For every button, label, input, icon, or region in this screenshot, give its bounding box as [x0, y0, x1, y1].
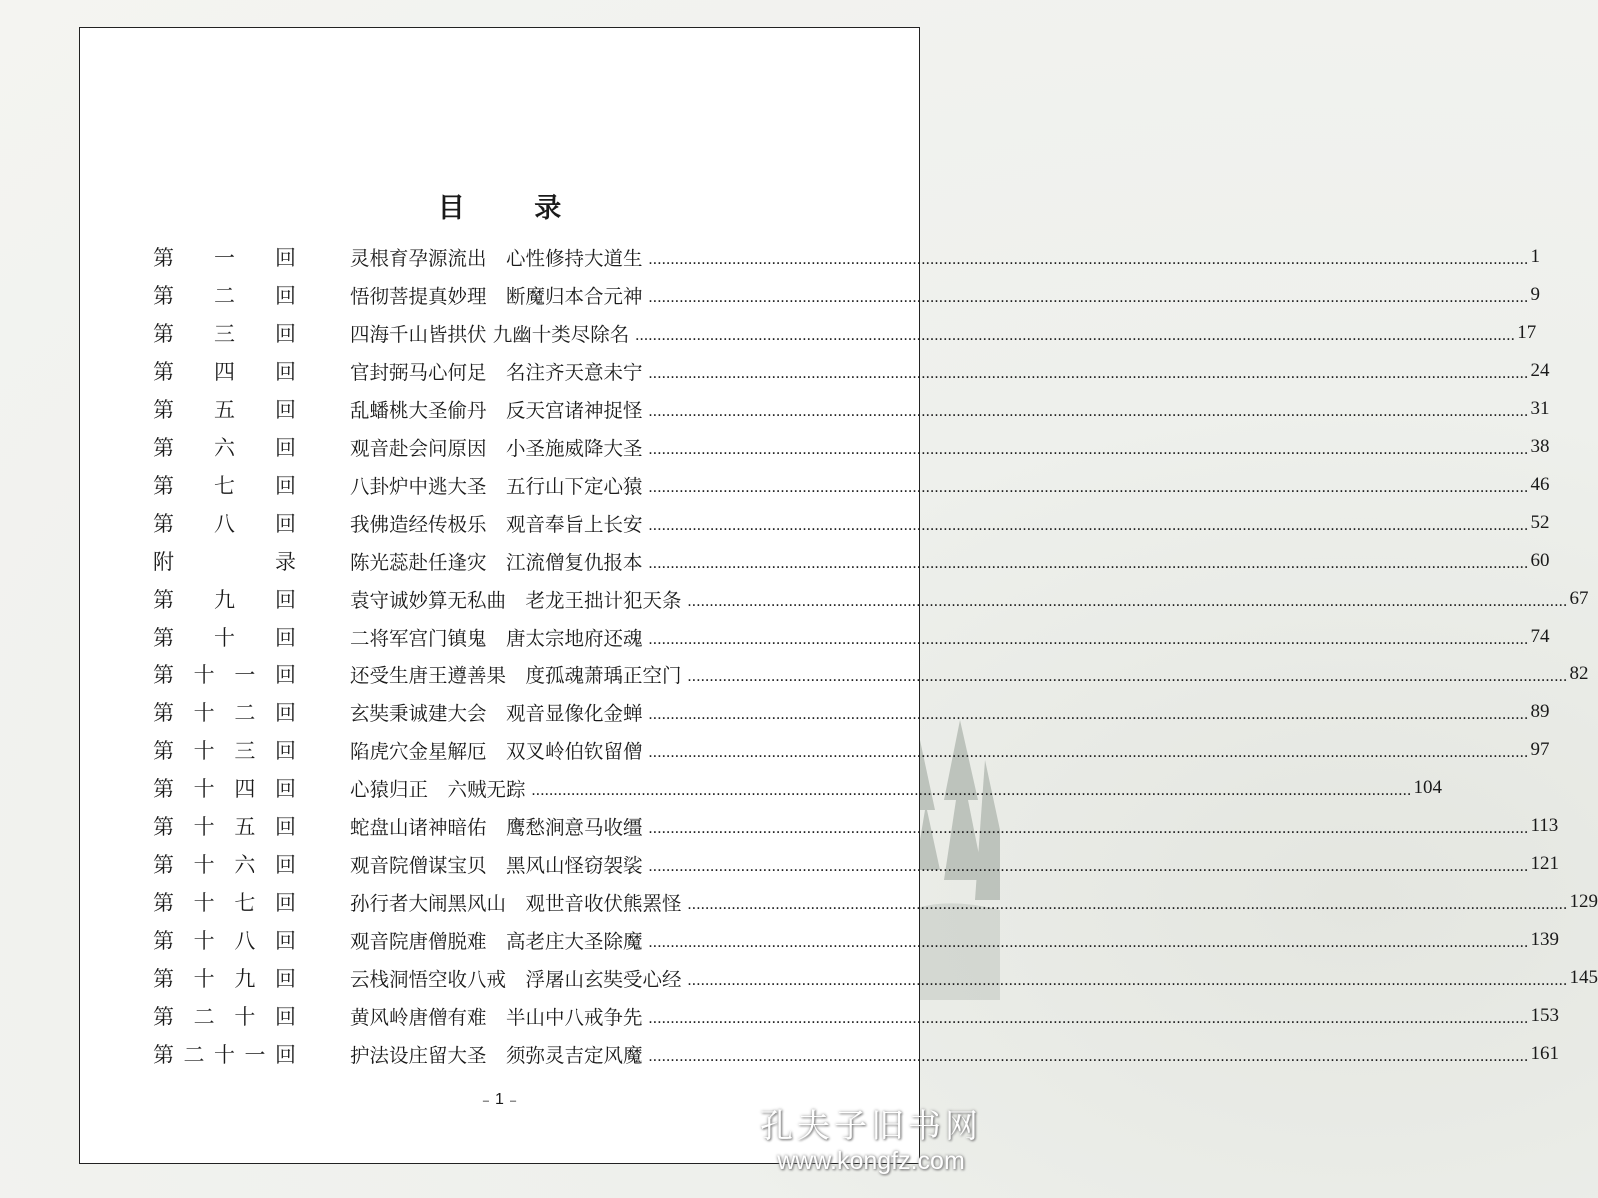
watermark	[760, 1100, 982, 1176]
chapter-page-number: 38	[1530, 435, 1550, 457]
chapter-label: 第十回	[153, 625, 296, 650]
chapter-page-number: 139	[1530, 929, 1560, 951]
toc-entry[interactable]	[153, 659, 1589, 689]
dot-leader: ........................................................................................................................................................................................................	[648, 1010, 1529, 1027]
chapter-label: 第三回	[153, 321, 296, 346]
chapter-page-number: 74	[1530, 625, 1550, 647]
toc-entry[interactable]	[153, 773, 1443, 803]
dot-leader: ........................................................................................................................................................................................................	[687, 972, 1568, 990]
chapter-label: 第十二回	[153, 701, 296, 726]
chapter-title: 悟彻菩提真妙理 断魔归本合元神	[350, 284, 643, 308]
chapter-label: 第七回	[153, 473, 296, 498]
chapter-label: 第十一回	[153, 663, 296, 688]
chapter-page-number: 89	[1530, 701, 1550, 723]
dot-leader: ........................................................................................................................................................................................................	[648, 706, 1529, 724]
dot-leader: ........................................................................................................................................................................................................	[648, 554, 1529, 572]
chapter-page-number: 161	[1530, 1042, 1560, 1064]
chapter-title: 陷虎穴金星解厄 双叉岭伯钦留僧	[350, 740, 643, 764]
dot-leader: ........................................................................................................................................................................................................	[648, 288, 1529, 306]
chapter-label: 第五回	[153, 397, 296, 422]
chapter-label: 第十七回	[153, 891, 296, 916]
chapter-page-number: 67	[1569, 587, 1589, 609]
dot-leader: ........................................................................................................................................................................................................	[687, 592, 1568, 610]
toc-entry[interactable]	[153, 280, 1541, 310]
dash-right: –	[509, 1095, 517, 1107]
dot-leader: ........................................................................................................................................................................................................	[648, 478, 1529, 496]
chapter-title: 护法设庄留大圣 须弥灵吉定风魔	[350, 1043, 643, 1067]
dot-leader: ........................................................................................................................................................................................................	[648, 516, 1529, 534]
toc-entry[interactable]	[153, 508, 1550, 538]
dot-leader: ........................................................................................................................................................................................................	[648, 440, 1529, 458]
dot-leader: ........................................................................................................................................................................................................	[687, 896, 1568, 914]
dot-leader: ........................................................................................................................................................................................................	[648, 630, 1529, 648]
chapter-page-number: 31	[1530, 397, 1550, 419]
chapter-label: 第八回	[153, 511, 296, 536]
toc-entry[interactable]	[153, 735, 1550, 765]
toc-entry[interactable]	[153, 887, 1598, 917]
chapter-page-number: 104	[1413, 777, 1443, 799]
chapter-page-number: 129	[1569, 891, 1598, 913]
toc-entry[interactable]	[153, 811, 1559, 841]
chapter-page-number: 60	[1530, 549, 1550, 571]
chapter-title: 观音院唐僧脱难 高老庄大圣除魔	[350, 930, 643, 954]
toc-entry[interactable]	[153, 1039, 1560, 1069]
chapter-page-number: 121	[1530, 853, 1560, 875]
chapter-label: 第十五回	[153, 815, 296, 840]
chapter-label: 第一回	[153, 246, 296, 270]
toc-entry[interactable]	[153, 546, 1550, 576]
toc-entry[interactable]	[153, 318, 1537, 348]
toc-entry[interactable]	[153, 622, 1550, 652]
chapter-title: 蛇盘山诸神暗佑 鹰愁涧意马收缰	[350, 816, 643, 840]
chapter-label: 第九回	[153, 587, 296, 612]
chapter-title: 还受生唐王遵善果 度孤魂萧瑀正空门	[350, 664, 682, 688]
chapter-title: 心猿归正 六贼无踪	[350, 778, 526, 802]
chapter-title: 乱蟠桃大圣偷丹 反天宫诸神捉怪	[350, 398, 643, 422]
chapter-page-number: 52	[1530, 511, 1550, 533]
chapter-label: 第十八回	[153, 929, 296, 954]
chapter-title: 玄奘秉诚建大会 观音显像化金蝉	[350, 702, 643, 726]
watermark-url: www.kongfz.com	[777, 1147, 965, 1175]
chapter-title: 八卦炉中逃大圣 五行山下定心猿	[350, 474, 643, 498]
chapter-page-number: 153	[1530, 1005, 1560, 1026]
chapter-label: 第二十回	[153, 1005, 296, 1029]
toc-entry[interactable]	[153, 697, 1550, 727]
dot-leader: ........................................................................................................................................................................................................	[531, 782, 1412, 800]
toc-entry[interactable]	[153, 242, 1541, 272]
chapter-title: 袁守诚妙算无私曲 老龙王拙计犯天条	[350, 588, 682, 612]
dot-leader: ........................................................................................................................................................................................................	[687, 668, 1568, 686]
toc-entry[interactable]	[153, 963, 1598, 993]
toc-entry[interactable]	[153, 394, 1550, 424]
chapter-label: 第二十一回	[153, 1042, 296, 1067]
dot-leader: ........................................................................................................................................................................................................	[648, 1047, 1529, 1065]
chapter-title: 我佛造经传极乐 观音奉旨上长安	[350, 512, 643, 536]
chapter-title: 云栈洞悟空收八戒 浮屠山玄奘受心经	[350, 968, 682, 992]
toc-entry[interactable]	[153, 925, 1560, 955]
toc-entry[interactable]	[153, 356, 1550, 386]
chapter-title: 黄风岭唐僧有难 半山中八戒争先	[350, 1006, 643, 1029]
chapter-title: 孙行者大闹黑风山 观世音收伏熊罴怪	[350, 892, 682, 916]
chapter-title: 陈光蕊赴任逢灾 江流僧复仇报本	[350, 550, 643, 574]
toc-entry[interactable]	[153, 470, 1550, 500]
chapter-label: 第十六回	[153, 853, 296, 878]
chapter-title: 观音院僧谋宝贝 黑风山怪窃袈裟	[350, 854, 643, 878]
chapter-title: 灵根育孕源流出 心性修持大道生	[350, 247, 643, 270]
chapter-label: 第二回	[153, 283, 296, 308]
chapter-page-number: 17	[1517, 321, 1537, 343]
chapter-label: 第六回	[153, 435, 296, 460]
chapter-title: 四海千山皆拱伏 九幽十类尽除名	[350, 322, 630, 346]
page-title: 目 录	[437, 193, 592, 224]
dot-leader: ........................................................................................................................................................................................................	[648, 402, 1529, 420]
toc-entry[interactable]	[153, 849, 1560, 879]
chapter-title: 二将军宫门镇鬼 唐太宗地府还魂	[350, 626, 643, 650]
chapter-label: 第十九回	[153, 967, 296, 992]
dot-leader: ........................................................................................................................................................................................................	[648, 364, 1529, 382]
watermark-name: 孔夫子旧书网	[760, 1106, 982, 1145]
chapter-page-number: 24	[1530, 359, 1550, 381]
toc-entry[interactable]	[153, 432, 1550, 462]
chapter-label: 附录	[153, 549, 296, 574]
chapter-page-number: 82	[1569, 663, 1589, 685]
chapter-page-number: 145	[1569, 967, 1598, 989]
chapter-page-number: 9	[1530, 283, 1541, 305]
chapter-label: 第十四回	[153, 777, 296, 802]
chapter-page-number: 46	[1530, 473, 1550, 495]
dot-leader: ........................................................................................................................................................................................................	[648, 858, 1529, 876]
page-number: 1	[495, 1091, 504, 1108]
dot-leader: ........................................................................................................................................................................................................	[648, 744, 1529, 762]
dot-leader: ........................................................................................................................................................................................................	[648, 251, 1529, 268]
chapter-label: 第十三回	[153, 739, 296, 764]
dot-leader: ........................................................................................................................................................................................................	[648, 820, 1529, 838]
chapter-page-number: 1	[1530, 246, 1541, 267]
chapter-title: 观音赴会问原因 小圣施威降大圣	[350, 436, 643, 460]
chapter-title: 官封弼马心何足 名注齐天意未宁	[350, 360, 643, 384]
dot-leader: ........................................................................................................................................................................................................	[648, 934, 1529, 952]
chapter-page-number: 113	[1530, 815, 1559, 837]
dash-left: –	[482, 1095, 490, 1107]
toc-entry[interactable]	[153, 1001, 1560, 1031]
toc-entry[interactable]	[153, 584, 1589, 614]
chapter-label: 第四回	[153, 359, 296, 384]
chapter-page-number: 97	[1530, 739, 1550, 761]
dot-leader: ........................................................................................................................................................................................................	[635, 326, 1516, 344]
